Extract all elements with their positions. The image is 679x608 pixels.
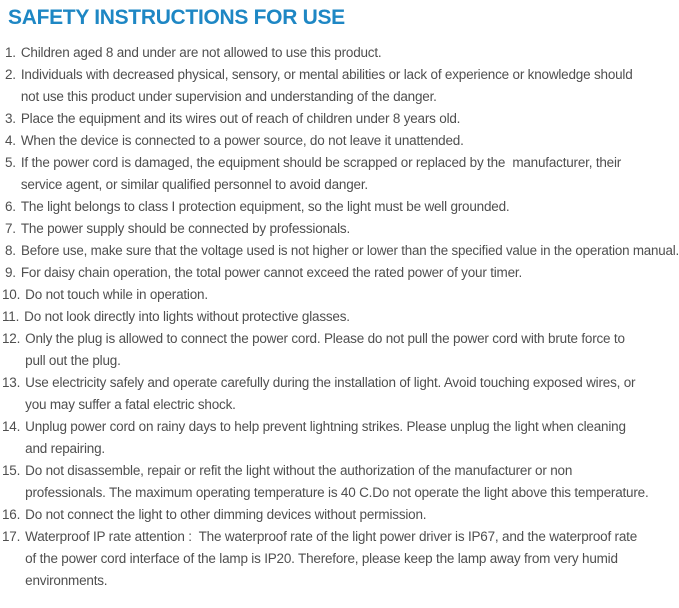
list-item [0, 284, 679, 306]
list-item-text [21, 152, 679, 196]
list-item-number: 10. [2, 287, 21, 302]
list-item-text [21, 262, 679, 284]
list-item-number: 13. [2, 375, 21, 390]
list-item-line: The light belongs to class I protection equipment, so the light must be well grounded. [20, 199, 510, 214]
list-item-line: Use electricity safely and operate carefully during the installation of light. Avoid touching exposed wires, or [25, 375, 636, 390]
list-item [0, 372, 679, 416]
list-item-text [25, 526, 679, 592]
list-item-line: Only the plug is allowed to connect the power cord. Please do not pull the power cord with brute force to [25, 331, 625, 346]
list-item-line: Do not look directly into lights without protective glasses. [24, 309, 350, 324]
list-item [0, 64, 679, 108]
list-item-number: 3. [5, 111, 16, 126]
list-item [0, 196, 679, 218]
list-item [0, 240, 679, 262]
list-item-line: Do not touch while in operation. [25, 287, 208, 302]
list-item-line: Do not connect the light to other dimming devices without permission. [25, 507, 427, 522]
list-item-number: 5. [5, 155, 16, 170]
list-item [0, 152, 679, 196]
list-item-line: The power supply should be connected by professionals. [20, 221, 351, 236]
list-item-text [21, 108, 679, 130]
list-item [0, 42, 679, 64]
list-item [0, 306, 679, 328]
list-item-line: and repairing. [25, 441, 105, 456]
list-item-line: Place the equipment and its wires out of reach of children under 8 years old. [20, 111, 461, 126]
list-item-text [21, 240, 679, 262]
list-item [0, 526, 679, 592]
list-item-text [21, 196, 679, 218]
list-item-line: For daisy chain operation, the total power cannot exceed the rated power of your timer. [20, 265, 523, 280]
list-item-line: Individuals with decreased physical, sensory, or mental abilities or lack of experience or knowledge should [20, 67, 633, 82]
list-item-number: 9. [5, 265, 16, 280]
list-item-line: environments. [25, 573, 108, 588]
list-item-number: 12. [2, 331, 21, 346]
list-item-line: If the power cord is damaged, the equipment should be scrapped or replaced by the manufacturer, their [20, 155, 622, 170]
list-item [0, 460, 679, 504]
list-item [0, 504, 679, 526]
list-item-text [25, 328, 679, 372]
page-title: SAFETY INSTRUCTIONS FOR USE [8, 6, 345, 29]
list-item-text [25, 284, 679, 306]
list-item-number: 11. [2, 309, 20, 324]
list-item-line: professionals. The maximum operating temperature is 40 C.Do not operate the light above this temperature. [25, 485, 649, 500]
list-item-line: Waterproof IP rate attention : The waterproof rate of the light power driver is IP67, and the waterproof rate [25, 529, 638, 544]
list-item-number: 1. [5, 45, 16, 60]
list-item-number: 14. [2, 419, 21, 434]
list-item-number: 4. [5, 133, 16, 148]
list-item-line: you may suffer a fatal electric shock. [25, 397, 236, 412]
list-item [0, 328, 679, 372]
list-item-line: Unplug power cord on rainy days to help prevent lightning strikes. Please unplug the light when cleaning [25, 419, 626, 434]
list-item [0, 218, 679, 240]
list-item-number: 7. [5, 221, 16, 236]
list-item-line: service agent, or similar qualified personnel to avoid danger. [20, 177, 368, 192]
list-item-text [21, 64, 679, 108]
list-item [0, 416, 679, 460]
list-item-text [25, 372, 679, 416]
list-item-text [25, 460, 679, 504]
list-item-line: Before use, make sure that the voltage used is not higher or lower than the specified value in the operation manual. [20, 243, 679, 258]
list-item-line: Children aged 8 and under are not allowed to use this product. [20, 45, 382, 60]
list-item [0, 262, 679, 284]
safety-instructions-list [0, 42, 679, 592]
list-item-number: 2. [5, 67, 16, 82]
list-item-line: pull out the plug. [25, 353, 121, 368]
list-item-number: 15. [2, 463, 21, 478]
list-item-text [21, 218, 679, 240]
list-item [0, 108, 679, 130]
list-item-line: of the power cord interface of the lamp is IP20. Therefore, please keep the lamp away from very humid [25, 551, 618, 566]
list-item-number: 16. [2, 507, 21, 522]
list-item-text [21, 42, 679, 64]
list-item-text [25, 416, 679, 460]
list-item-number: 17. [2, 529, 21, 544]
list-item-number: 8. [5, 243, 16, 258]
list-item-line: Do not disassemble, repair or refit the light without the authorization of the manufacturer or non [25, 463, 573, 478]
list-item-text [24, 306, 679, 328]
list-item-line: When the device is connected to a power source, do not leave it unattended. [20, 133, 464, 148]
list-item-number: 6. [5, 199, 16, 214]
list-item-text [21, 130, 679, 152]
list-item-line: not use this product under supervision and understanding of the danger. [20, 89, 437, 104]
list-item [0, 130, 679, 152]
list-item-text [25, 504, 679, 526]
